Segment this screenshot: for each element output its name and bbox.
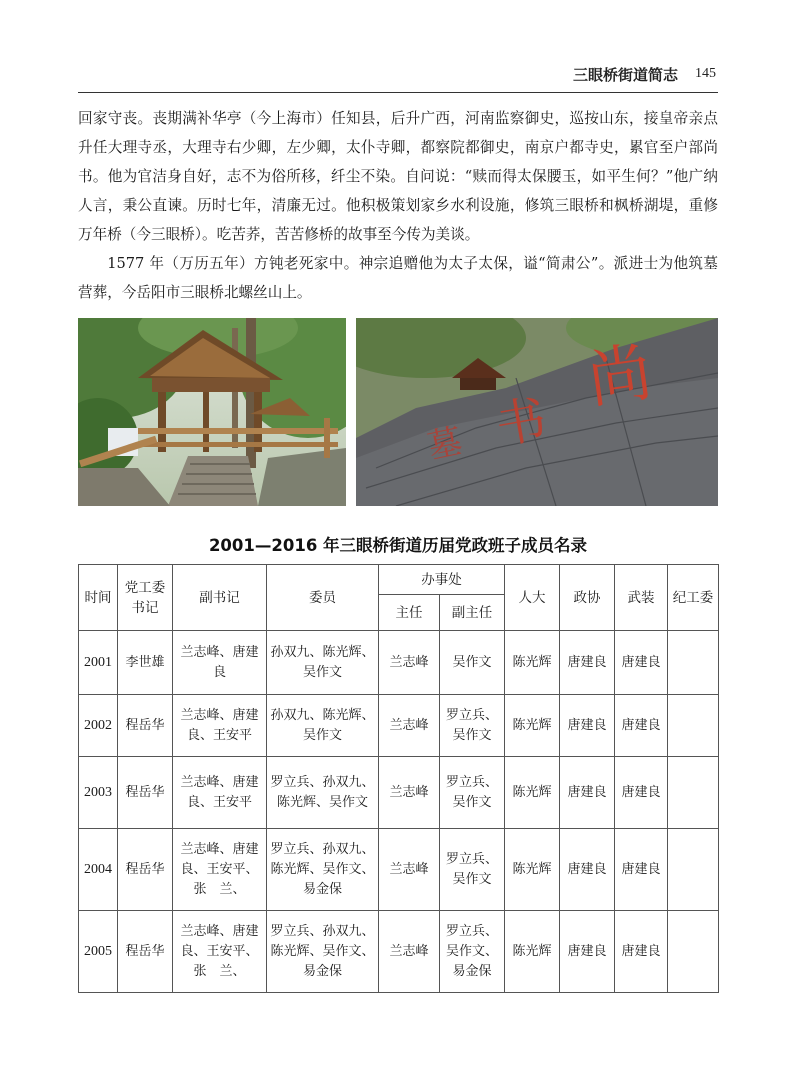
table-row — [79, 631, 719, 695]
rock-char-mu: 墓 — [424, 421, 466, 468]
page-number: 145 — [695, 66, 716, 81]
cell-deputy-director: 罗立兵、吴作文、易金保 — [440, 911, 505, 993]
cell-armed: 唐建良 — [615, 829, 668, 911]
cell-discipline — [668, 911, 719, 993]
cell-members: 孙双九、陈光辉、吴作文 — [267, 631, 379, 695]
book-title: 三眼桥街道简志 — [572, 66, 678, 84]
header-member: 委员 — [267, 565, 379, 631]
header-npc: 人大 — [505, 565, 560, 631]
cell-year: 2002 — [79, 695, 118, 757]
cell-year: 2001 — [79, 631, 118, 695]
cell-armed: 唐建良 — [615, 911, 668, 993]
cell-cppcc: 唐建良 — [560, 757, 615, 829]
cell-deputy-director: 罗立兵、吴作文 — [440, 829, 505, 911]
cell-director: 兰志峰 — [379, 695, 440, 757]
page-header — [78, 62, 718, 93]
cell-armed: 唐建良 — [615, 757, 668, 829]
cell-year: 2005 — [79, 911, 118, 993]
cell-discipline — [668, 631, 719, 695]
cell-deputy-director: 罗立兵、吴作文 — [440, 695, 505, 757]
cell-npc: 陈光辉 — [505, 911, 560, 993]
cell-npc: 陈光辉 — [505, 829, 560, 911]
cell-secretary: 程岳华 — [118, 757, 173, 829]
header-time: 时间 — [79, 565, 118, 631]
cell-deputy: 兰志峰、唐建良、王安平 — [173, 757, 267, 829]
cell-secretary: 程岳华 — [118, 695, 173, 757]
table-row — [79, 695, 719, 757]
cell-year: 2004 — [79, 829, 118, 911]
cell-director: 兰志峰 — [379, 911, 440, 993]
cell-secretary: 程岳华 — [118, 911, 173, 993]
cell-director: 兰志峰 — [379, 631, 440, 695]
cell-npc: 陈光辉 — [505, 757, 560, 829]
cell-secretary: 李世雄 — [118, 631, 173, 695]
body-text — [78, 104, 718, 307]
cell-cppcc: 唐建良 — [560, 829, 615, 911]
rock-inscription-photo — [356, 318, 718, 506]
cell-deputy-director: 吴作文 — [440, 631, 505, 695]
cell-armed: 唐建良 — [615, 631, 668, 695]
cell-npc: 陈光辉 — [505, 631, 560, 695]
cell-armed: 唐建良 — [615, 695, 668, 757]
table-row — [79, 829, 719, 911]
pavilion-photo — [78, 318, 346, 506]
cell-discipline — [668, 695, 719, 757]
cell-director: 兰志峰 — [379, 829, 440, 911]
table-row — [79, 757, 719, 829]
header-office: 办事处 — [379, 565, 505, 595]
paragraph-2: 1577 年（万历五年）方钝老死家中。神宗追赠他为太子太保，谥“简肃公”。派进士为他筑墓营葬，今岳阳市三眼桥北螺丝山上。 — [78, 255, 718, 301]
cell-cppcc: 唐建良 — [560, 631, 615, 695]
cell-members: 孙双九、陈光辉、吴作文 — [267, 695, 379, 757]
cell-members: 罗立兵、孙双九、陈光辉、吴作文、易金保 — [267, 911, 379, 993]
table-title: 2001—2016 年三眼桥街道历届党政班子成员名录 — [208, 536, 588, 555]
header-cppcc: 政协 — [560, 565, 615, 631]
cell-npc: 陈光辉 — [505, 695, 560, 757]
cell-deputy: 兰志峰、唐建良、王安平、张 兰、 — [173, 829, 267, 911]
header-director: 主任 — [379, 595, 440, 631]
cell-members: 罗立兵、孙双九、陈光辉、吴作文、易金保 — [267, 829, 379, 911]
header-armed: 武装 — [615, 565, 668, 631]
cell-deputy-director: 罗立兵、吴作文 — [440, 757, 505, 829]
cell-deputy: 兰志峰、唐建良、王安平 — [173, 695, 267, 757]
roster-table — [78, 564, 719, 993]
cell-secretary: 程岳华 — [118, 829, 173, 911]
cell-director: 兰志峰 — [379, 757, 440, 829]
header-deputy-secretary: 副书记 — [173, 565, 267, 631]
paragraph-1: 回家守丧。丧期满补华亭（今上海市）任知县，后升广西，河南监察御史，巡按山东，接皇帝亲点升任大理寺丞，大理寺右少卿，左少卿，太仆寺卿，都察院都御史，南京户都寺史，累官至户部尚书。他为官洁身自好，志不为俗所移，纤尘不染。自问说：“赎而得太保腰玉，如平生何？”他广纳人言，秉公直谏。历时七年，清廉无过。他积极策划家乡水利设施，修筑三眼桥和枫桥湖堤，重修万年桥（今三眼桥）。吃苦荞，苦苦修桥的故事至今传为美谈。 — [78, 110, 718, 243]
header-deputy-director: 副主任 — [440, 595, 505, 631]
cell-deputy: 兰志峰、唐建良、王安平、张 兰、 — [173, 911, 267, 993]
header-discipline: 纪工委 — [668, 565, 719, 631]
rock-char-shu: 书 — [491, 389, 551, 456]
cell-members: 罗立兵、孙双九、陈光辉、吴作文 — [267, 757, 379, 829]
header-party-secretary: 党工委书记 — [118, 565, 173, 631]
cell-discipline — [668, 829, 719, 911]
cell-cppcc: 唐建良 — [560, 695, 615, 757]
table-row — [79, 911, 719, 993]
rock-char-shang: 尚 — [583, 335, 657, 418]
cell-year: 2003 — [79, 757, 118, 829]
cell-discipline — [668, 757, 719, 829]
cell-cppcc: 唐建良 — [560, 911, 615, 993]
cell-deputy: 兰志峰、唐建良 — [173, 631, 267, 695]
